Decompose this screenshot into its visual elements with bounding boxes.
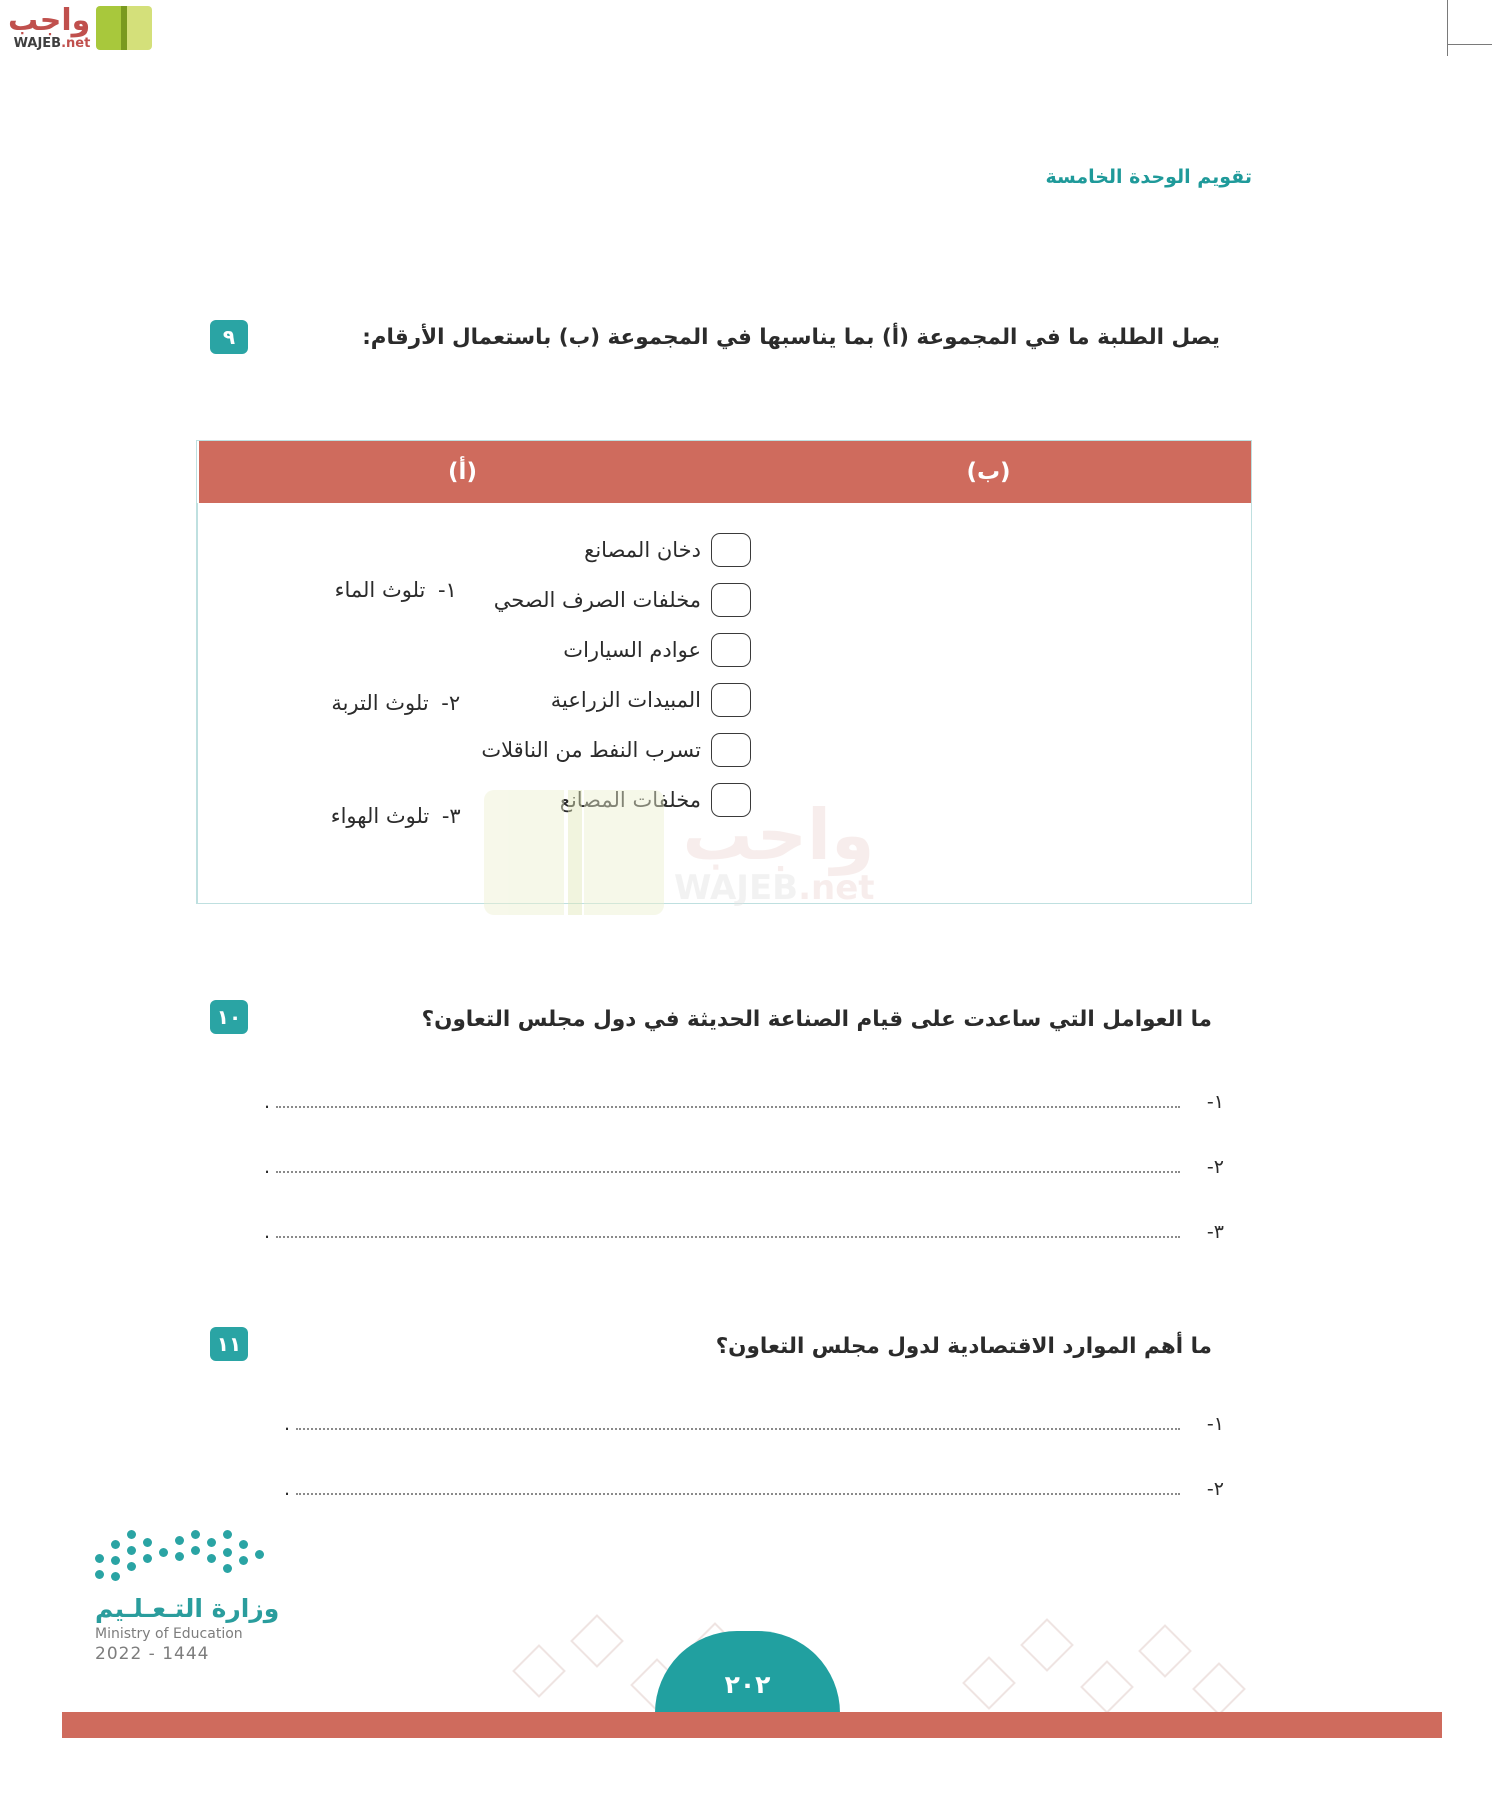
answer-line-period: . — [284, 1413, 291, 1435]
answer-line-number: ٢- — [1206, 1478, 1224, 1500]
match-item-a-number: ٢- — [441, 690, 461, 715]
answer-line-number: ١- — [1206, 1413, 1224, 1435]
answer-line-dots[interactable] — [276, 1220, 1180, 1238]
watermark-arabic: واجب — [682, 793, 875, 876]
question-text-10: ما العوامل التي ساعدت على قيام الصناعة الحديثة في دول مجلس التعاون؟ — [421, 1007, 1212, 1032]
answer-line-dots[interactable] — [276, 1090, 1180, 1108]
answer-line[interactable] — [284, 1412, 1224, 1435]
match-option-row[interactable] — [493, 583, 1251, 617]
answer-line-period: . — [284, 1478, 291, 1500]
question-badge-11: ١١ — [210, 1327, 248, 1361]
match-option-row[interactable] — [481, 733, 1251, 767]
match-option-label: مخلفات الصرف الصحي — [493, 588, 701, 612]
match-option-row[interactable] — [559, 783, 1251, 817]
question-badge-9: ٩ — [210, 320, 248, 354]
unit-title: تقويم الوحدة الخامسة — [1045, 166, 1252, 188]
match-item-a-label: تلوث التربة — [331, 690, 429, 715]
match-option-row[interactable] — [550, 683, 1251, 717]
answer-line-number: ٣- — [1206, 1221, 1224, 1243]
match-item-a-label: تلوث الهواء — [330, 804, 430, 829]
page-number-badge: ٢٠٢ — [655, 1631, 840, 1713]
match-item-a-label: تلوث الماء — [334, 577, 426, 602]
match-item-a — [198, 691, 726, 715]
question-text-11: ما أهم الموارد الاقتصادية لدول مجلس التعاون؟ — [715, 1334, 1212, 1359]
answer-line-period: . — [264, 1091, 271, 1113]
question-text-9: يصل الطلبة ما في المجموعة (أ) بما يناسبها في المجموعة (ب) باستعمال الأرقام: — [362, 325, 1220, 350]
matching-table-header — [197, 441, 1251, 503]
ministry-name-english: Ministry of Education — [95, 1626, 243, 1642]
answer-line-number: ١- — [1206, 1091, 1224, 1113]
answer-line[interactable] — [264, 1220, 1224, 1243]
ministry-logo — [95, 1530, 355, 1664]
matching-column-b — [481, 503, 1251, 903]
answer-line-number: ٢- — [1206, 1156, 1224, 1178]
match-option-label: تسرب النفط من الناقلات — [481, 738, 701, 762]
match-option-label: عوادم السيارات — [563, 638, 701, 662]
match-option-label: المبيدات الزراعية — [550, 688, 701, 712]
answer-line[interactable] — [264, 1155, 1224, 1178]
footer-decoration — [500, 1610, 1260, 1712]
answer-line-period: . — [264, 1221, 271, 1243]
match-option-label: دخان المصانع — [584, 538, 701, 562]
footer-bar — [62, 1712, 1442, 1738]
match-option-label: مخلفات المصانع — [559, 788, 701, 812]
matching-header-b: (ب) — [726, 441, 1251, 503]
matching-column-a — [197, 503, 726, 903]
match-item-a-number: ٣- — [441, 804, 461, 829]
ministry-dots-icon — [95, 1530, 270, 1588]
question-badge-10: ١٠ — [210, 1000, 248, 1034]
match-item-a — [198, 804, 726, 828]
match-option-row[interactable] — [563, 633, 1251, 667]
wajeb-logo-latin: WAJEB.net — [13, 36, 91, 51]
answer-line-dots[interactable] — [296, 1477, 1180, 1495]
answer-line-dots[interactable] — [296, 1412, 1180, 1430]
matching-table — [196, 440, 1252, 904]
watermark-latin: WAJEB.net — [674, 868, 875, 909]
matching-header-a: (أ) — [197, 441, 726, 503]
ministry-name-arabic: وزارة التـعـلـيم — [95, 1594, 280, 1623]
match-item-a-number: ١- — [437, 577, 457, 602]
wajeb-logo-arabic: واجب — [8, 3, 91, 38]
match-item-a — [198, 578, 726, 602]
ministry-year: 2022 - 1444 — [95, 1644, 210, 1664]
answer-line-period: . — [264, 1156, 271, 1178]
match-option-row[interactable] — [584, 533, 1251, 567]
answer-line[interactable] — [284, 1477, 1224, 1500]
answer-line[interactable] — [264, 1090, 1224, 1113]
answer-line-dots[interactable] — [276, 1155, 1180, 1173]
